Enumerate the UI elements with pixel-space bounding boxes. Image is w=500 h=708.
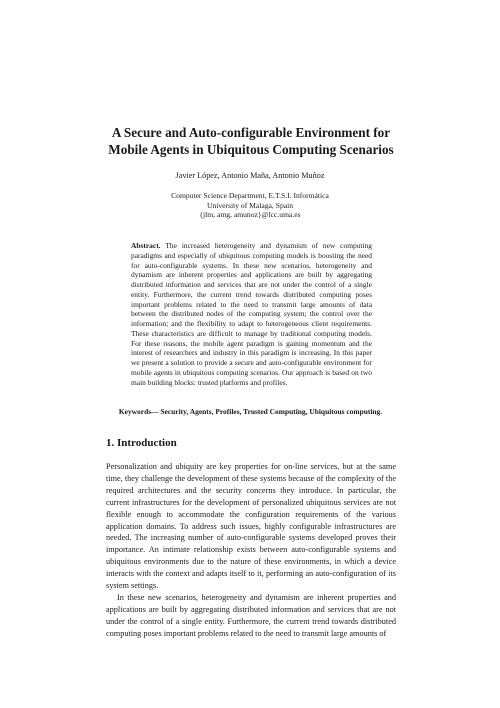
keywords: Keywords— Security, Agents, Profiles, Trusted Computing, Ubiquitous computing. — [118, 407, 383, 416]
abstract-label: Abstract. — [131, 241, 161, 250]
abstract-text: The increased heterogeneity and dynamism of new computing paradigms and especially of ubiquitous computing models is boosting the need for auto-configurable systems. In these new scenarios, heterogeneity and dynamism are inherent properties and applications are built by aggregating distributed information and services that are not under the control of a single entity. Furthermore, the current trend towards distributed computing poses important problems related to the need to transmit large amounts of data between the distributed nodes of the computing system; the control over the information; and the flexibility to adapt to heterogeneous client requirements. These characteristics are difficult to manage by traditional computing models. For these reasons, the mobile agent paradigm is gaining momentum and the interest of researchers and industry in this paradigm is increasing. In this paper we present a solution to provide a secure and auto-configurable environment for mobile agents in ubiquitous computing scenarios. Our approach is based on two main building blocks: trusted platforms and profiles. — [131, 241, 372, 387]
paper-title: A Secure and Auto-configurable Environment for Mobile Agents in Ubiquitous Computing Scenarios — [108, 125, 394, 157]
section-heading-introduction: 1. Introduction — [106, 437, 177, 449]
introduction-body — [106, 461, 396, 640]
affiliation-university: University of Malaga, Spain — [206, 200, 294, 210]
author-list: Javier López, Antonio Maña, Antonio Muñoz — [175, 171, 325, 180]
body-paragraph: In these new scenarios, heterogeneity and dynamism are inherent properties and applications are built by aggregating distributed information and services that are not under the control of a single entity. Furthermore, the current trend towards distributed computing poses important problems related to the need to transmit large amounts of — [106, 592, 396, 638]
affiliation — [100, 191, 400, 220]
body-paragraph: Personalization and ubiquity are key properties for on-line services, but at the same time, they challenge the development of these systems because of the complexity of the required architectures and the security concerns they introduce. In particular, the current infrastructures for the development of personalized ubiquitous services are not flexible enough to accommodate the configuration requirements of the various application domains. To address such issues, highly configurable infrastructures are needed. The increasing number of auto-configurable systems developed proves their importance. An intimate relationship exists between auto-configurable systems and ubiquitous environments due to the nature of these environments, in which a device interacts with the context and adapts itself to it, performing an auto-configuration of its system settings. — [106, 462, 396, 591]
author-emails: {jlm, amg, amunoz}@lcc.uma.es — [199, 210, 301, 220]
abstract — [131, 241, 372, 387]
affiliation-department: Computer Science Department, E.T.S.I. Informática — [171, 191, 329, 200]
